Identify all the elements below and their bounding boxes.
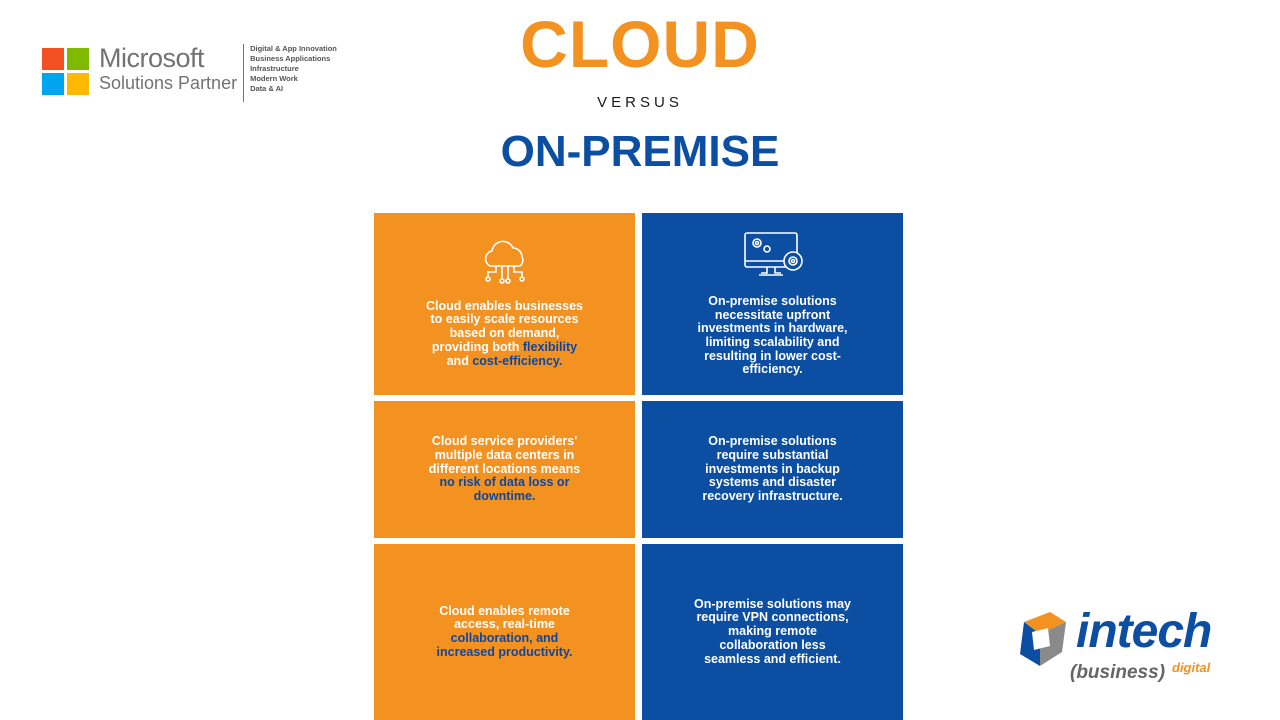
cloud-card-text: Cloud service providers' multiple data centers in different locations means no risk of data loss or downtime. <box>428 434 581 504</box>
partner-area: Business Applications <box>250 54 331 63</box>
title-versus: VERSUS <box>597 94 683 111</box>
partner-area: Modern Work <box>250 74 298 83</box>
cloud-card-text: Cloud enables businesses to easily scale resources based on demand, providing both flexibility and cost-efficiency. <box>426 298 583 368</box>
computer-gears-icon <box>741 231 805 281</box>
partner-area: Data & AI <box>250 84 284 93</box>
intech-digital: digital <box>1172 660 1211 675</box>
onprem-card-text: On-premise solutions require substantial investments in backup systems and disaster recovery infrastructure. <box>702 434 843 504</box>
partner-area: Digital & App Innovation <box>250 44 337 53</box>
highlight-remote-access: remote access <box>454 603 570 632</box>
highlight-real-time: real-time <box>502 617 555 632</box>
intech-business: (business) <box>1070 662 1166 683</box>
highlight-flexibility: flexibility <box>522 339 578 354</box>
highlight-collaboration: collaboration, and increased productivity. <box>436 631 573 659</box>
onprem-card-vpn <box>642 544 903 720</box>
intech-wordmark: intech <box>1076 605 1212 658</box>
cloud-network-icon <box>478 240 532 286</box>
cloud-card-text: Cloud enables remote access, real-time collaboration, and increased productivity. <box>436 603 573 659</box>
cloud-card-data-centers <box>374 401 635 538</box>
partner-area: Infrastructure <box>250 64 299 73</box>
title-on-premise: ON-PREMISE <box>500 127 780 176</box>
cloud-card-remote <box>374 544 635 720</box>
title-cloud: CLOUD <box>520 7 760 81</box>
microsoft-name: Microsoft <box>99 43 205 73</box>
highlight-cost-efficiency: cost-efficiency. <box>472 353 563 368</box>
intech-cube-icon <box>1014 608 1072 672</box>
onprem-card-backup <box>642 401 903 538</box>
onprem-card-text: On-premise solutions necessitate upfront investments in hardware, limiting scalability and resulting in lower cost-efficiency. <box>697 293 848 377</box>
onprem-card-investment <box>642 213 903 395</box>
onprem-card-text: On-premise solutions may require VPN connections, making remote collaboration less seamless and efficient. <box>694 596 851 666</box>
microsoft-subtitle: Solutions Partner <box>99 73 238 93</box>
intech-logo <box>1014 604 1244 688</box>
cloud-card-scalability <box>374 213 635 395</box>
highlight-no-risk: no risk of data loss or downtime. <box>439 475 570 504</box>
